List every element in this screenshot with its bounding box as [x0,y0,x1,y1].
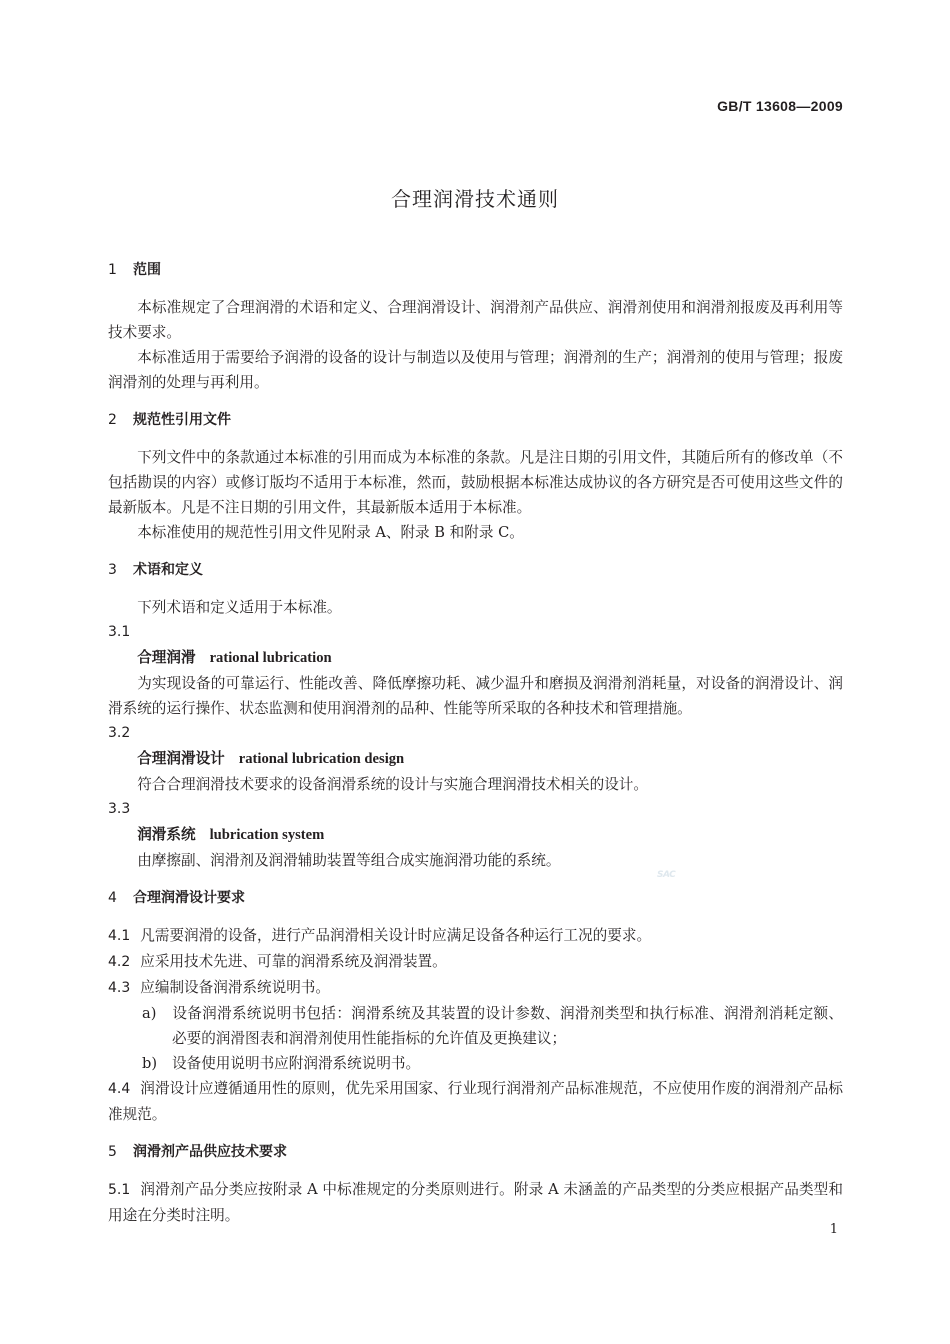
section-number: 5 [108,1144,117,1160]
term-heading [108,822,843,848]
term-english: rational lubrication design [238,751,405,767]
clause-text: 应采用技术先进、可靠的润滑系统及润滑装置。 [140,953,447,970]
section-number: 4 [108,890,117,906]
list-item-text: 设备润滑系统说明书包括：润滑系统及其装置的设计参数、润滑剂类型和执行标准、润滑剂消耗定额、必要的润滑图表和润滑剂使用性能指标的允许值及更换建议； [172,1005,843,1047]
section-heading-1 [108,258,843,283]
clause-text: 润滑设计应遵循通用性的原则，优先采用国家、行业现行润滑剂产品标准规范，不应使用作废的润滑剂产品标准规范。 [108,1080,843,1123]
clause [108,1076,843,1127]
term-english: lubrication system [209,827,325,843]
term-heading [108,746,843,772]
term-definition: 由摩擦副、润滑剂及润滑辅助装置等组合成实施润滑功能的系统。 [137,852,561,869]
list-item-label: a) [142,1005,157,1022]
page-number: 1 [829,1222,838,1237]
paragraph: 本标准适用于需要给予润滑的设备的设计与制造以及使用与管理；润滑剂的生产；润滑剂的使用与管理；报废润滑剂的处理与再利用。 [108,349,843,391]
term-definition: 为实现设备的可靠运行、性能改善、降低摩擦功耗、减少温升和磨损及润滑剂消耗量，对设备的润滑设计、润滑系统的运行操作、状态监测和使用润滑剂的品种、性能等所采取的各种技术和管理措施。 [108,675,843,717]
document-body [108,258,843,1228]
clause-number: 5.1 [108,1182,131,1198]
section-title: 术语和定义 [133,562,203,578]
section-number: 1 [108,262,117,278]
document-title: 合理润滑技术通则 [391,187,559,211]
clause-number: 4.3 [108,980,131,996]
clause-number: 4.4 [108,1081,131,1097]
section-title: 范围 [133,262,161,278]
term-chinese: 合理润滑设计 [137,750,225,767]
list-item [108,1051,843,1076]
section-heading-2 [108,408,843,433]
list-item [108,1001,843,1051]
term-chinese: 润滑系统 [137,826,196,843]
section-title: 润滑剂产品供应技术要求 [133,1144,287,1160]
term-english: rational lubrication [209,650,332,666]
list-item-text: 设备使用说明书应附润滑系统说明书。 [172,1055,421,1072]
paragraph: 下列文件中的条款通过本标准的引用而成为本标准的条款。凡是注日期的引用文件，其随后所有的修改单（不包括勘误的内容）或修订版均不适用于本标准，然而，鼓励根据本标准达成协议的各方研究是否可使用这些文件的最新版本。凡是不注日期的引用文件，其最新版本适用于本标准。 [108,449,843,516]
term-number: 3.1 [108,624,131,640]
term-number: 3.2 [108,725,131,741]
section-number: 2 [108,412,117,428]
clause [108,975,843,1001]
section-title: 合理润滑设计要求 [133,890,245,906]
section-title: 规范性引用文件 [133,412,231,428]
section-number: 3 [108,562,117,578]
clause-text: 凡需要润滑的设备，进行产品润滑相关设计时应满足设备各种运行工况的要求。 [140,927,652,944]
sac-watermark: SAC [657,870,676,880]
paragraph: 本标准规定了合理润滑的术语和定义、合理润滑设计、润滑剂产品供应、润滑剂使用和润滑剂报废及再利用等技术要求。 [108,299,843,341]
section-heading-5 [108,1140,843,1165]
clause [108,1177,843,1228]
paragraph: 本标准使用的规范性引用文件见附录 A、附录 B 和附录 C。 [137,524,524,541]
section-heading-3 [108,558,843,583]
clause-text: 润滑剂产品分类应按附录 A 中标准规定的分类原则进行。附录 A 未涵盖的产品类型的分类应根据产品类型和用途在分类时注明。 [108,1181,843,1224]
section-heading-4 [108,886,843,911]
clause-number: 4.2 [108,954,131,970]
clause [108,949,843,975]
clause [108,923,843,949]
paragraph: 下列术语和定义适用于本标准。 [137,599,342,616]
term-heading [108,645,843,671]
list-item-label: b) [142,1055,158,1072]
clause-text: 应编制设备润滑系统说明书。 [140,979,330,996]
term-number: 3.3 [108,801,131,817]
clause-number: 4.1 [108,928,131,944]
term-definition: 符合合理润滑技术要求的设备润滑系统的设计与实施合理润滑技术相关的设计。 [137,776,648,793]
standard-code: GB/T 13608—2009 [717,98,843,114]
term-chinese: 合理润滑 [137,649,196,666]
